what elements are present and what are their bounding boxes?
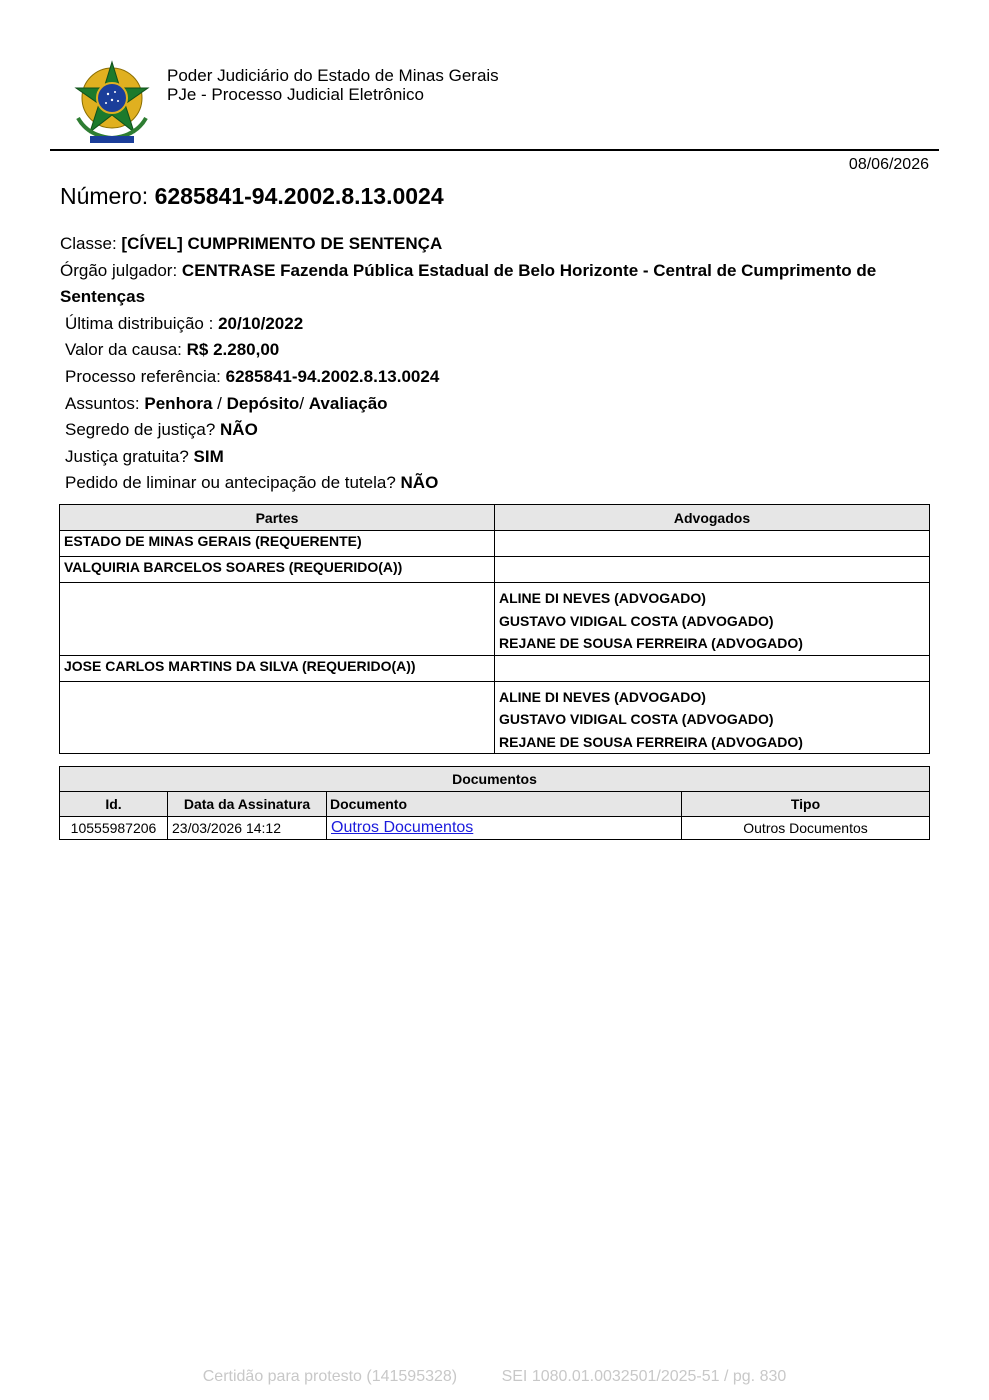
parties-table (59, 504, 930, 754)
process-number (60, 183, 444, 210)
field-value: R$ 2.280,00 (186, 340, 280, 360)
field-value: SIM (193, 446, 224, 466)
footer-certificate: Certidão para protesto (141595328) (202, 1368, 458, 1385)
column-header-tipo: Tipo (682, 792, 930, 817)
doc-type-cell: Outros Documentos (682, 817, 930, 840)
field-label: Pedido de liminar ou antecipação de tutela? (65, 473, 396, 493)
field-orgao-julgador (55, 258, 930, 311)
page-footer (0, 1368, 989, 1386)
party-cell: VALQUIRIA BARCELOS SOARES (REQUERIDO(A)) (60, 557, 495, 583)
field-value: NÃO (220, 420, 258, 440)
lawyers-cell (495, 583, 930, 656)
lawyer-name: REJANE DE SOUSA FERREIRA (ADVOGADO) (499, 733, 803, 750)
party-cell: JOSE CARLOS MARTINS DA SILVA (REQUERIDO(A)) (60, 655, 495, 681)
field-label: Classe: (60, 234, 117, 253)
header-divider (50, 149, 939, 151)
table-header-row (60, 505, 930, 531)
document-header (0, 0, 989, 152)
table-row (60, 531, 930, 557)
table-row (60, 583, 930, 656)
field-value: [CÍVEL] CUMPRIMENTO DE SENTENÇA (121, 234, 443, 253)
document-date: 08/06/2026 (848, 156, 929, 173)
column-header-data: Data da Assinatura (168, 792, 327, 817)
field-value: CENTRASE Fazenda Pública Estadual de Belo Horizonte - Central de Cumprimento de Sentenças (60, 260, 877, 307)
field-value: NÃO (400, 473, 439, 493)
party-cell: ESTADO DE MINAS GERAIS (REQUERENTE) (60, 531, 495, 557)
field-ultima-distribuicao (60, 311, 930, 338)
field-justica-gratuita (60, 444, 930, 471)
field-valor-causa (60, 337, 930, 364)
field-label: Última distribuição : (65, 313, 214, 333)
field-processo-referencia (60, 364, 930, 391)
doc-name-cell (327, 817, 682, 840)
process-number-value: 6285841-94.2002.8.13.0024 (154, 183, 444, 209)
table-row (60, 557, 930, 583)
footer-page-reference: SEI 1080.01.0032501/2025-51 / pg. 830 (501, 1368, 787, 1385)
field-assuntos (60, 391, 930, 418)
subject-penhora: Penhora (144, 393, 213, 413)
field-label: Processo referência: (65, 366, 221, 386)
process-details (60, 231, 930, 497)
document-link[interactable]: Outros Documentos (331, 819, 474, 836)
lawyer-name: ALINE DI NEVES (ADVOGADO) (499, 590, 706, 606)
lawyers-cell (495, 531, 930, 557)
brazil-coat-of-arms-icon (68, 56, 156, 148)
lawyer-name: GUSTAVO VIDIGAL COSTA (ADVOGADO) (499, 612, 774, 629)
field-segredo-justica (60, 417, 930, 444)
lawyers-cell (495, 681, 930, 754)
documents-table (59, 766, 930, 840)
table-header-row (60, 792, 930, 817)
table-title-row (60, 767, 930, 792)
field-label: Valor da causa: (65, 340, 182, 360)
column-header-advogados: Advogados (495, 505, 930, 531)
table-row (60, 681, 930, 754)
column-header-documento: Documento (327, 792, 682, 817)
column-header-id: Id. (60, 792, 168, 817)
field-pedido-liminar (60, 470, 930, 497)
field-label: Assuntos: (65, 393, 140, 413)
party-cell (60, 583, 495, 656)
lawyer-name: ALINE DI NEVES (ADVOGADO) (499, 688, 706, 705)
lawyers-cell (495, 655, 930, 681)
header-title (167, 66, 499, 104)
separator: / (299, 393, 309, 413)
field-label: Justiça gratuita? (65, 446, 189, 466)
subject-avaliacao: Avaliação (308, 393, 388, 413)
lawyer-name: REJANE DE SOUSA FERREIRA (ADVOGADO) (499, 635, 803, 651)
party-cell (60, 681, 495, 754)
field-label: Órgão julgador: (60, 260, 178, 280)
field-classe (60, 231, 930, 258)
doc-date-cell: 23/03/2026 14:12 (168, 817, 327, 840)
process-number-label: Número: (60, 183, 149, 209)
field-label: Segredo de justiça? (65, 420, 216, 440)
system-name: PJe - Processo Judicial Eletrônico (167, 85, 425, 104)
court-name: Poder Judiciário do Estado de Minas Gerais (167, 66, 499, 85)
table-row (60, 817, 930, 840)
separator: / (212, 393, 227, 413)
doc-id-cell: 10555987206 (60, 817, 168, 840)
table-row (60, 655, 930, 681)
subject-deposito: Depósito (226, 393, 300, 413)
field-value: 6285841-94.2002.8.13.0024 (225, 366, 440, 386)
field-value: 20/10/2022 (218, 313, 304, 333)
column-header-partes: Partes (60, 505, 495, 531)
lawyers-cell (495, 557, 930, 583)
lawyer-name: GUSTAVO VIDIGAL COSTA (ADVOGADO) (499, 711, 774, 727)
documents-title: Documentos (60, 767, 930, 792)
